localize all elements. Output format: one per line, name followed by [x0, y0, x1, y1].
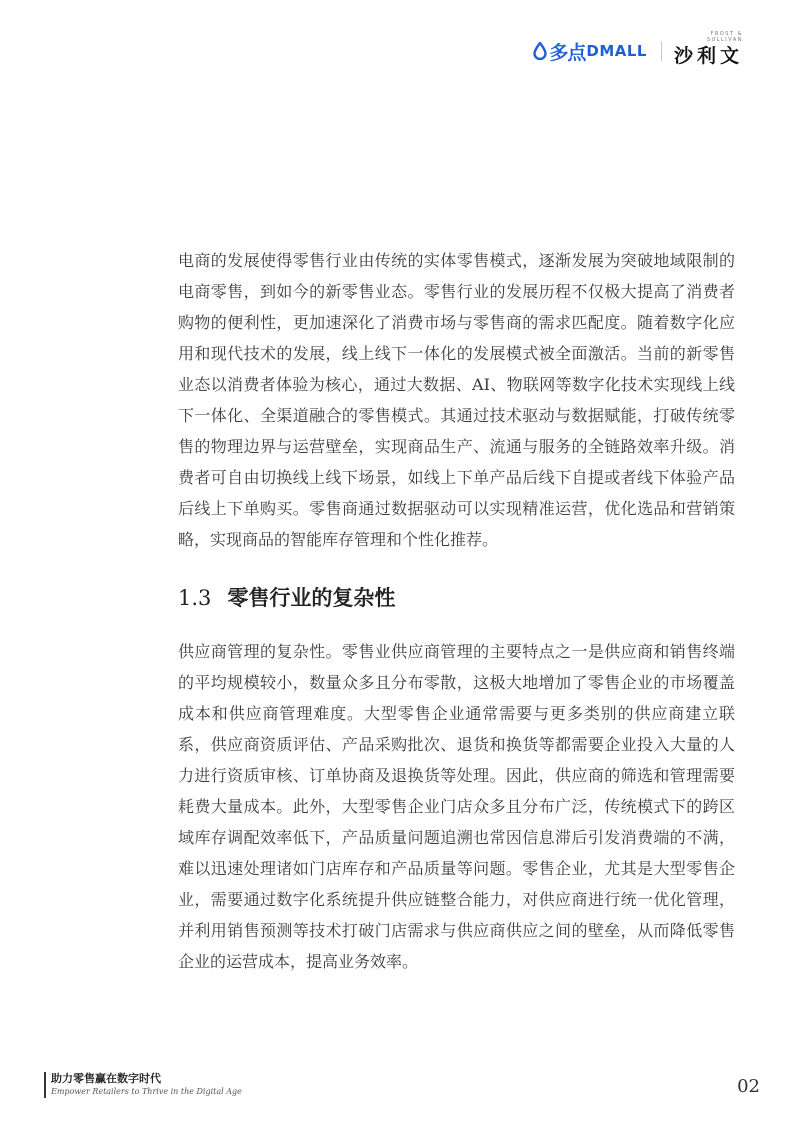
frost-sullivan-logo-en: FROST & SULLIVAN: [706, 30, 743, 43]
dmall-logo-en: DMALL: [586, 42, 647, 60]
page-number: 02: [737, 1076, 760, 1097]
footer-divider: [44, 1072, 46, 1098]
frost-sullivan-logo: [673, 30, 743, 68]
footer-slogan: [51, 1072, 242, 1098]
dmall-logo-cn: 多点: [549, 41, 586, 64]
section-heading: [178, 582, 735, 614]
water-drop-icon: [533, 42, 547, 60]
intro-paragraph: 电商的发展使得零售行业由传统的实体零售模式，逐渐发展为突破地域限制的电商零售，到如今的新零售业态。零售行业的发展历程不仅极大提高了消费者购物的便利性，更加速深化了消费市场与零售商的需求匹配度。随着数字化应用和现代技术的发展，线上线下一体化的发展模式被全面激活。当前的新零售业态以消费者体验为核心，通过大数据、AI、物联网等数字化技术实现线上线下一体化、全渠道融合的零售模式。其通过技术驱动与数据赋能，打破传统零售的物理边界与运营壁垒，实现商品生产、流通与服务的全链路效率升级。消费者可自由切换线上线下场景，如线上下单产品后线下自提或者线下体验产品后线上下单购买。零售商通过数据驱动可以实现精准运营，优化选品和营销策略，实现商品的智能库存管理和个性化推荐。: [178, 251, 735, 549]
section-title: 零售行业的复杂性: [227, 585, 396, 610]
logo-divider: [661, 41, 662, 61]
frost-sullivan-logo-cn: 沙利文: [673, 44, 743, 67]
page-header: [533, 30, 743, 67]
section-paragraph: 供应商管理的复杂性。零售业供应商管理的主要特点之一是供应商和销售终端的平均规模较小，数量众多且分布零散，这极大地增加了零售企业的市场覆盖成本和供应商管理难度。大型零售企业通常需要与更多类别的供应商建立联系，供应商资质评估、产品采购批次、退货和换货等都需要企业投入大量的人力进行资质审核、订单协商及退换货等处理。因此，供应商的筛选和管理需要耗费大量成本。此外，大型零售企业门店众多且分布广泛，传统模式下的跨区域库存调配效率低下，产品质量问题追溯也常因信息滞后引发消费端的不满，难以迅速处理诸如门店库存和产品质量等问题。零售企业，尤其是大型零售企业，需要通过数字化系统提升供应链整合能力，对供应商进行统一优化管理，并利用销售预测等技术打破门店需求与供应商供应之间的壁垒，从而降低零售企业的运营成本，提高业务效率。: [178, 642, 735, 971]
footer-slogan-cn: 助力零售赢在数字时代: [51, 1072, 161, 1085]
dmall-logo: [533, 38, 647, 65]
main-content: [178, 245, 735, 977]
section-number: 1.3: [178, 586, 212, 610]
footer-slogan-en: Empower Retailers to Thrive in the Digital Age: [51, 1087, 242, 1096]
